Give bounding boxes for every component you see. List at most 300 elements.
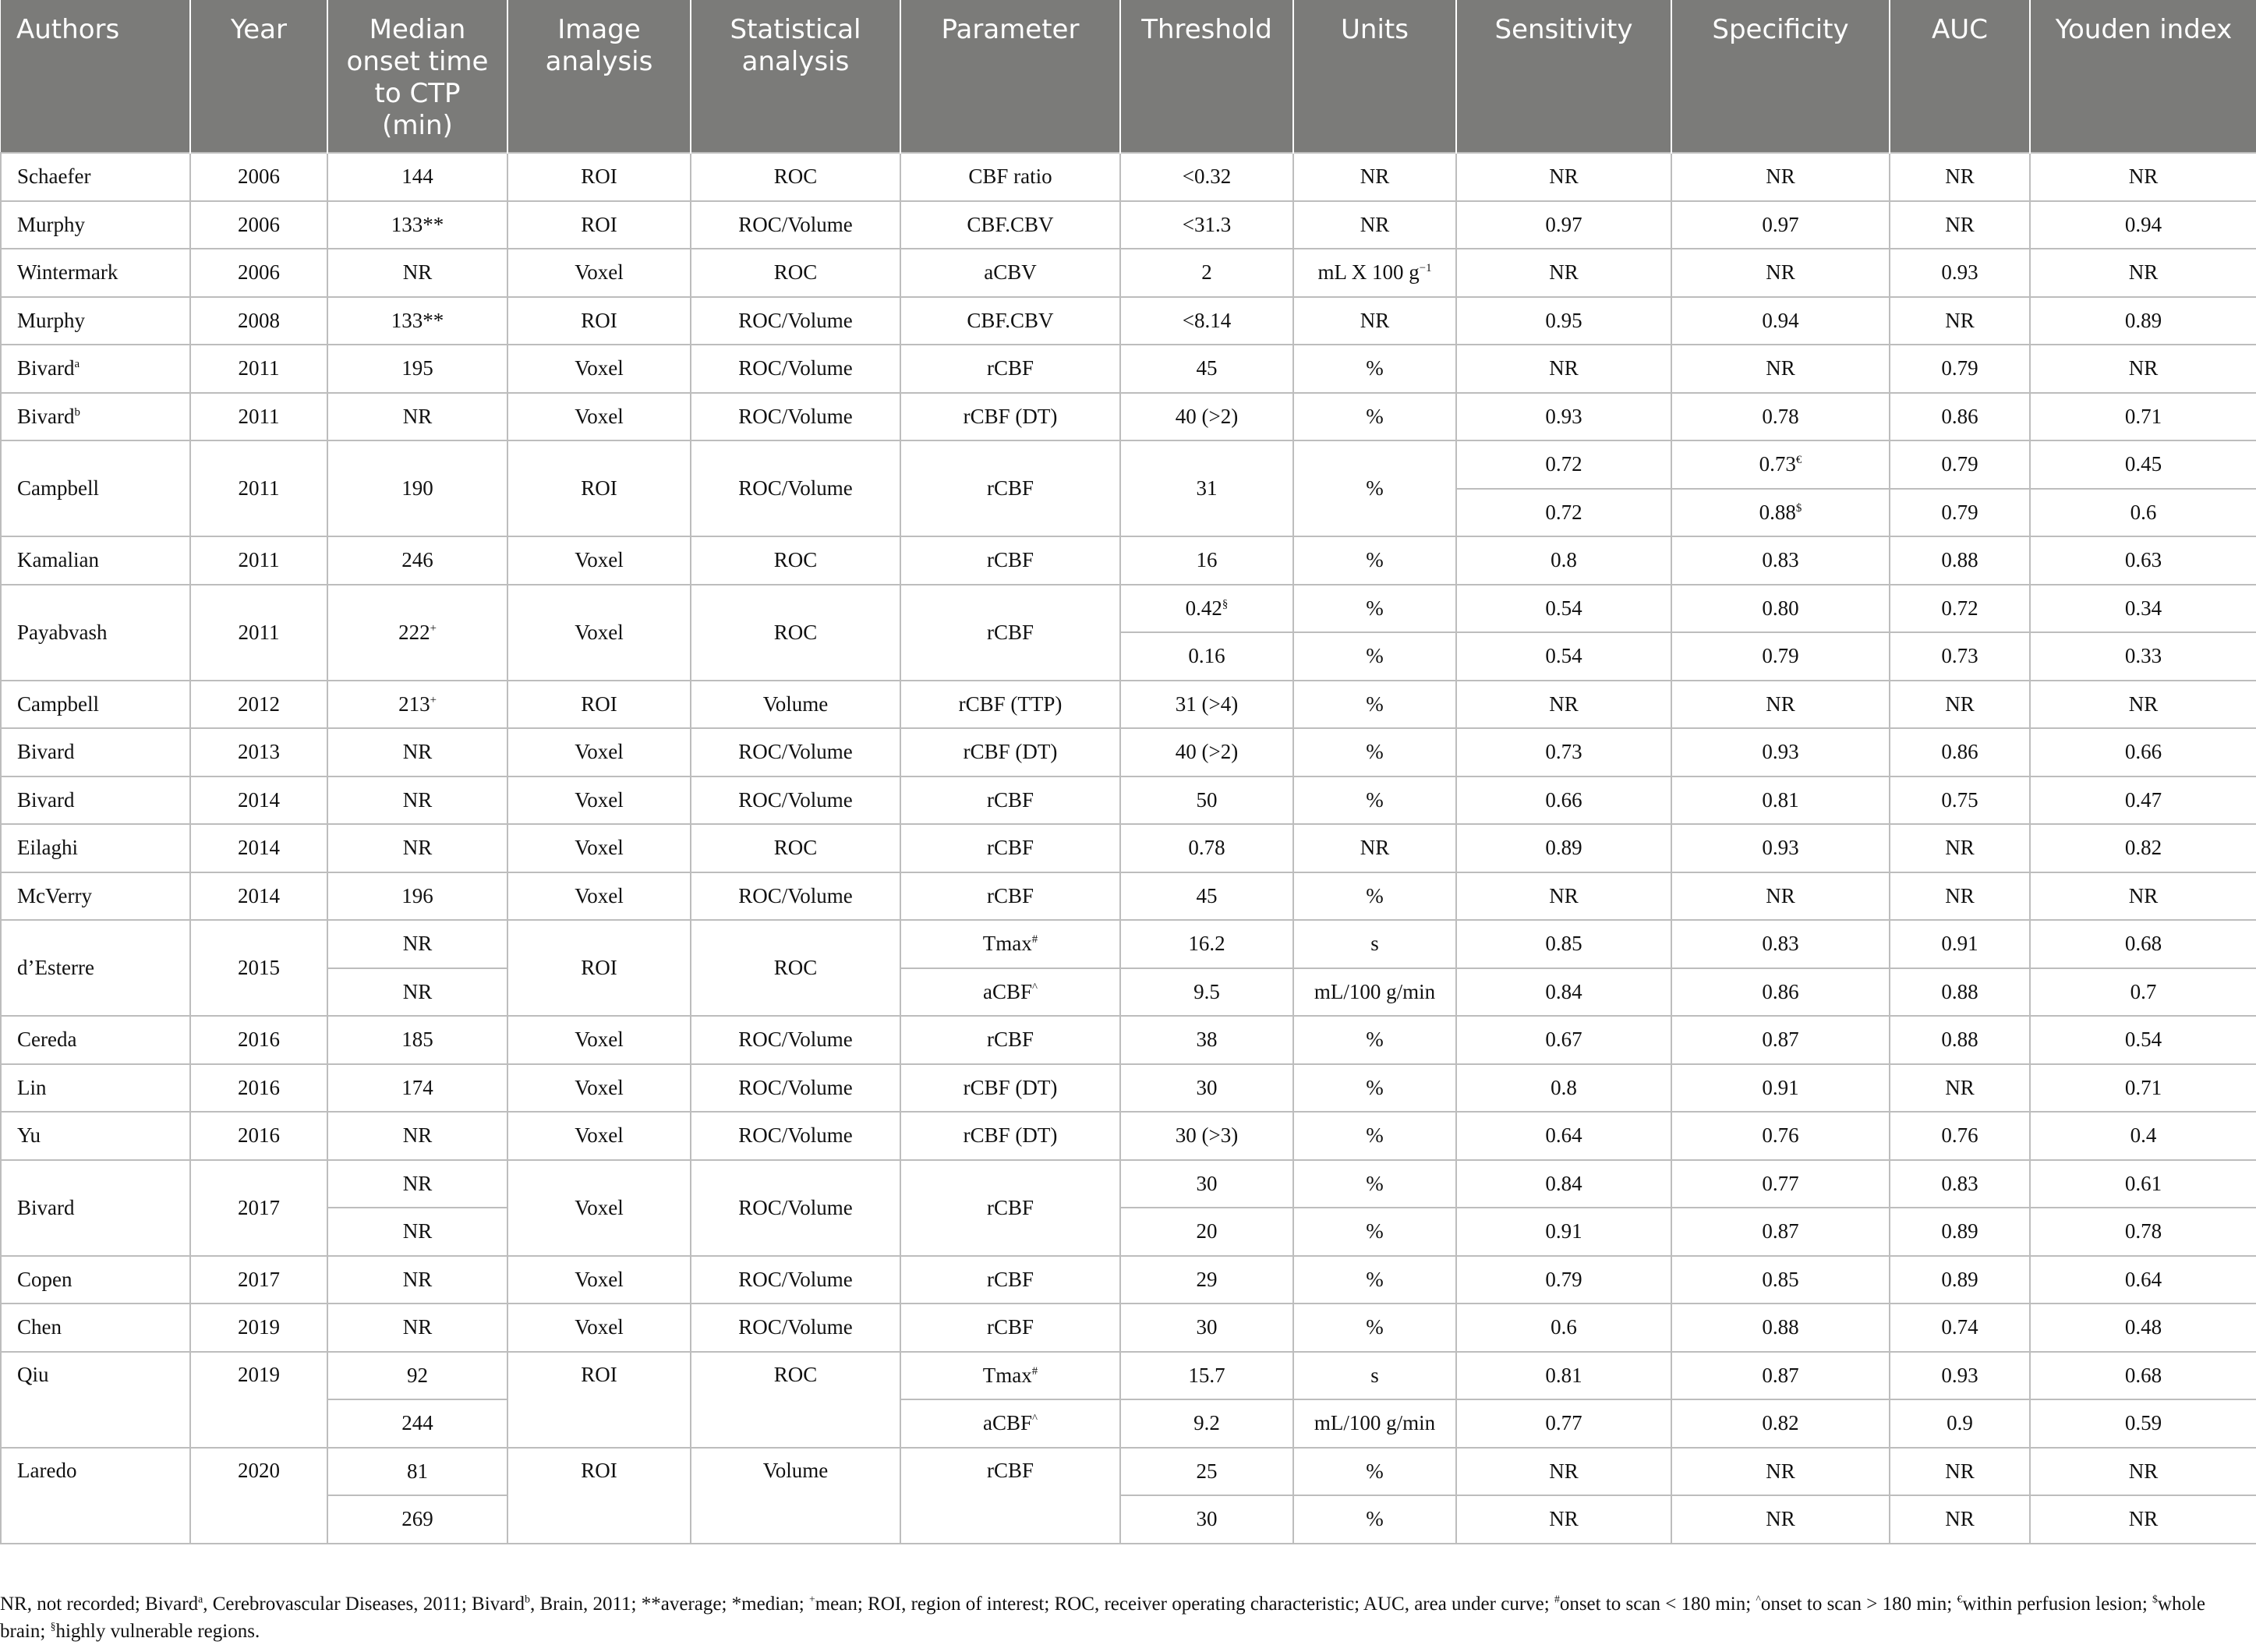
cell-sensitivity (1456, 1256, 1671, 1304)
cell-statistical-analysis (691, 1448, 900, 1544)
cell-sensitivity (1456, 1208, 1671, 1256)
cell-units (1293, 920, 1456, 968)
cell-auc-text: 0.74 (1941, 1315, 1978, 1339)
cell-author (1, 249, 190, 297)
cell-sensitivity-text: 0.73 (1545, 740, 1582, 764)
cell-auc (1890, 824, 2030, 872)
cell-parameter-text: rCBF (986, 620, 1034, 644)
header-units: Units (1293, 0, 1456, 153)
cell-specificity (1671, 536, 1890, 585)
cell-specificity (1671, 345, 1890, 393)
cell-auc (1890, 1399, 2030, 1448)
cell-specificity-text: 0.77 (1762, 1171, 1799, 1195)
cell-parameter-text: rCBF (DT) (963, 740, 1058, 764)
cell-onset-text: 190 (401, 476, 433, 500)
cell-specificity (1671, 681, 1890, 729)
cell-youden (2030, 776, 2256, 825)
cell-auc (1890, 440, 2030, 489)
cell-statistical-analysis-text: ROC/Volume (738, 1123, 853, 1148)
cell-threshold (1120, 1304, 1293, 1352)
cell-threshold-text: 31 (1196, 476, 1218, 500)
cell-auc (1890, 728, 2030, 776)
cell-image-analysis (507, 1112, 691, 1160)
cell-specificity-superscript: $ (1795, 501, 1802, 515)
cell-author (1, 393, 190, 441)
cell-year (190, 1016, 327, 1064)
cell-image-analysis-text: Voxel (575, 1195, 624, 1219)
cell-specificity (1671, 1448, 1890, 1496)
cell-image-analysis-text: ROI (581, 692, 617, 716)
cell-image-analysis-text: ROI (581, 308, 617, 332)
cell-specificity (1671, 201, 1890, 249)
cell-image-analysis (507, 440, 691, 536)
cell-image-analysis (507, 1256, 691, 1304)
header-specificity: Specificity (1671, 0, 1890, 153)
cell-sensitivity (1456, 1495, 1671, 1544)
cell-onset (327, 1016, 507, 1064)
cell-units-text: % (1366, 692, 1384, 716)
table-row (1, 297, 2256, 345)
cell-units-text: mL/100 g/min (1314, 979, 1436, 1003)
cell-statistical-analysis (691, 681, 900, 729)
cell-year-text: 2017 (238, 1267, 280, 1291)
cell-onset-text: 196 (401, 883, 433, 907)
cell-author-text: Bivard (17, 787, 75, 812)
cell-units-text: % (1366, 596, 1384, 620)
cell-units (1293, 1016, 1456, 1064)
cell-auc (1890, 920, 2030, 968)
cell-threshold-text: 30 (1196, 1315, 1218, 1339)
cell-parameter-text: rCBF (986, 1267, 1034, 1291)
cell-sensitivity (1456, 776, 1671, 825)
cell-author (1, 440, 190, 536)
cell-image-analysis-text: ROI (581, 476, 617, 500)
cell-youden (2030, 1448, 2256, 1496)
cell-auc-text: NR (1945, 308, 1975, 332)
cell-parameter (900, 776, 1120, 825)
cell-youden-text: 0.66 (2124, 740, 2162, 764)
cell-youden-text: 0.89 (2124, 308, 2162, 332)
cell-auc (1890, 1064, 2030, 1113)
cell-specificity (1671, 728, 1890, 776)
cell-author-text: Lin (17, 1075, 47, 1099)
cell-specificity-text: 0.93 (1762, 836, 1799, 860)
cell-onset-superscript: + (430, 621, 437, 635)
cell-author-text: Copen (17, 1267, 72, 1291)
cell-onset-text: 213 (398, 692, 430, 716)
cell-auc-text: 0.89 (1941, 1219, 1978, 1243)
cell-parameter (900, 153, 1120, 201)
cell-author (1, 201, 190, 249)
cell-threshold-text: 50 (1196, 787, 1218, 812)
cell-threshold (1120, 776, 1293, 825)
cell-statistical-analysis (691, 249, 900, 297)
cell-youden (2030, 1016, 2256, 1064)
table-row (1, 872, 2256, 921)
cell-author (1, 1448, 190, 1544)
cell-statistical-analysis (691, 440, 900, 536)
cell-year (190, 585, 327, 681)
cell-parameter (900, 1016, 1120, 1064)
cell-parameter-text: rCBF (986, 356, 1034, 380)
cell-year (190, 249, 327, 297)
cell-sensitivity-text: NR (1549, 356, 1579, 380)
cell-image-analysis-text: Voxel (575, 883, 624, 907)
cell-units-text: mL X 100 g (1317, 260, 1420, 285)
cell-specificity-text: NR (1766, 883, 1795, 907)
cell-units (1293, 1448, 1456, 1496)
cell-parameter (900, 1256, 1120, 1304)
cell-threshold (1120, 920, 1293, 968)
cell-auc (1890, 1208, 2030, 1256)
cell-threshold (1120, 1208, 1293, 1256)
cell-threshold-text: 2 (1201, 260, 1212, 285)
cell-youden (2030, 201, 2256, 249)
cell-parameter-text: CBF.CBV (967, 212, 1054, 236)
cell-parameter (900, 872, 1120, 921)
cell-sensitivity-text: NR (1549, 164, 1579, 189)
header-image-analysis: Image analysis (507, 0, 691, 153)
cell-parameter (900, 920, 1120, 968)
cell-youden (2030, 872, 2256, 921)
cell-parameter-text: rCBF (DT) (963, 1075, 1058, 1099)
cell-statistical-analysis (691, 824, 900, 872)
cell-specificity-text: 0.76 (1762, 1123, 1799, 1148)
table-row (1, 1399, 2256, 1448)
cell-onset (327, 1399, 507, 1448)
cell-image-analysis-text: ROI (581, 956, 617, 979)
cell-youden-text: NR (2128, 164, 2159, 189)
cell-author-text: McVerry (17, 883, 92, 907)
cell-image-analysis (507, 728, 691, 776)
cell-specificity (1671, 1304, 1890, 1352)
cell-auc (1890, 1352, 2030, 1400)
cell-statistical-analysis-text: ROC/Volume (738, 883, 853, 907)
footnote-superscript: ^ (1756, 1593, 1761, 1605)
table-row (1, 1495, 2256, 1544)
cell-statistical-analysis (691, 1256, 900, 1304)
cell-threshold-text: 30 (1196, 1171, 1218, 1195)
cell-year-text: 2017 (238, 1195, 280, 1219)
cell-statistical-analysis (691, 1064, 900, 1113)
cell-youden-text: NR (2128, 356, 2159, 380)
cell-threshold (1120, 1352, 1293, 1400)
cell-parameter-text: rCBF (DT) (963, 1123, 1058, 1148)
cell-year-text: 2014 (238, 883, 280, 907)
cell-threshold-text: 25 (1196, 1459, 1218, 1483)
cell-specificity-text: 0.88 (1762, 1315, 1799, 1339)
cell-author (1, 345, 190, 393)
cell-author-text: Qiu (17, 1362, 49, 1386)
cell-specificity-text: 0.80 (1762, 596, 1799, 620)
cell-statistical-analysis-text: ROC (773, 548, 818, 572)
cell-year-text: 2016 (238, 1075, 280, 1099)
cell-sensitivity-text: 0.89 (1545, 836, 1582, 860)
cell-youden-text: 0.7 (2130, 979, 2157, 1003)
cell-author (1, 153, 190, 201)
cell-specificity-text: 0.87 (1762, 1363, 1799, 1387)
cell-threshold-text: 20 (1196, 1219, 1218, 1243)
cell-sensitivity-text: 0.85 (1545, 932, 1582, 956)
cell-author (1, 536, 190, 585)
cell-image-analysis (507, 345, 691, 393)
cell-year (190, 153, 327, 201)
cell-image-analysis (507, 776, 691, 825)
cell-year (190, 1064, 327, 1113)
cell-threshold-text: <8.14 (1182, 308, 1232, 332)
cell-onset-text: 222 (398, 620, 430, 644)
cell-units (1293, 1208, 1456, 1256)
cell-image-analysis (507, 681, 691, 729)
cell-parameter (900, 201, 1120, 249)
cell-units (1293, 776, 1456, 825)
cell-youden-text: 0.61 (2124, 1171, 2162, 1195)
cell-author (1, 1112, 190, 1160)
cell-year (190, 872, 327, 921)
table-row (1, 1112, 2256, 1160)
cell-auc (1890, 1495, 2030, 1544)
cell-youden (2030, 345, 2256, 393)
cell-units-text: % (1366, 1028, 1384, 1052)
cell-youden-text: 0.63 (2124, 548, 2162, 572)
cell-sensitivity (1456, 153, 1671, 201)
cell-auc-text: 0.79 (1941, 452, 1978, 476)
table-row (1, 393, 2256, 441)
cell-auc (1890, 1256, 2030, 1304)
cell-sensitivity-text: 0.84 (1545, 979, 1582, 1003)
cell-sensitivity (1456, 249, 1671, 297)
cell-onset-text: 269 (401, 1507, 433, 1531)
cell-author (1, 872, 190, 921)
cell-year-text: 2016 (238, 1123, 280, 1148)
cell-sensitivity (1456, 201, 1671, 249)
cell-parameter-text: rCBF (DT) (963, 404, 1058, 428)
cell-specificity-text: 0.87 (1762, 1219, 1799, 1243)
cell-units-text: % (1366, 1267, 1384, 1291)
cell-threshold (1120, 393, 1293, 441)
cell-auc-text: 0.75 (1941, 787, 1978, 812)
cell-threshold-text: 16 (1196, 548, 1218, 572)
cell-auc-text: 0.93 (1941, 1363, 1978, 1387)
cell-sensitivity-text: 0.79 (1545, 1267, 1582, 1291)
footnote-superscript: # (1554, 1593, 1560, 1605)
table-row (1, 1160, 2256, 1208)
table-row (1, 681, 2256, 729)
cell-parameter-text: rCBF (986, 883, 1034, 907)
cell-sensitivity (1456, 536, 1671, 585)
cell-youden-text: NR (2128, 692, 2159, 716)
cell-onset-text: NR (402, 1267, 433, 1291)
cell-author (1, 1352, 190, 1448)
cell-image-analysis-text: Voxel (575, 1028, 624, 1052)
cell-sensitivity (1456, 297, 1671, 345)
cell-specificity (1671, 1112, 1890, 1160)
header-statistical-analysis: Statistical analysis (691, 0, 900, 153)
cell-author-text: Bivard (17, 1195, 75, 1219)
cell-specificity (1671, 1208, 1890, 1256)
cell-onset (327, 728, 507, 776)
cell-author-text: Campbell (17, 692, 99, 716)
cell-year (190, 345, 327, 393)
cell-youden-text: 0.6 (2130, 500, 2157, 524)
cell-auc (1890, 249, 2030, 297)
cell-sensitivity (1456, 1352, 1671, 1400)
cell-onset-text: NR (402, 404, 433, 428)
cell-threshold (1120, 968, 1293, 1017)
cell-parameter (900, 824, 1120, 872)
cell-specificity-text: 0.88 (1759, 500, 1796, 524)
cell-author (1, 1016, 190, 1064)
cell-threshold-text: 31 (>4) (1175, 692, 1239, 716)
cell-sensitivity-text: 0.77 (1545, 1411, 1582, 1435)
cell-youden (2030, 728, 2256, 776)
cell-image-analysis (507, 536, 691, 585)
cell-specificity (1671, 1016, 1890, 1064)
cell-specificity-text: NR (1766, 692, 1795, 716)
cell-auc (1890, 872, 2030, 921)
cell-author-text: Wintermark (17, 260, 118, 285)
cell-onset (327, 1208, 507, 1256)
cell-statistical-analysis (691, 1352, 900, 1448)
cell-parameter-text: aCBV (984, 260, 1037, 285)
cell-units (1293, 1064, 1456, 1113)
cell-youden-text: 0.68 (2124, 1363, 2162, 1387)
cell-statistical-analysis-text: ROC (773, 260, 818, 285)
cell-youden (2030, 489, 2256, 537)
cell-auc-text: 0.91 (1941, 932, 1978, 956)
cell-year (190, 728, 327, 776)
cell-specificity-text: 0.93 (1762, 740, 1799, 764)
cell-youden-text: 0.64 (2124, 1267, 2162, 1291)
cell-parameter (900, 345, 1120, 393)
table-row (1, 728, 2256, 776)
cell-author-text: d’Esterre (17, 956, 94, 979)
cell-units-text: % (1366, 404, 1384, 428)
cell-threshold-text: <31.3 (1182, 212, 1232, 236)
cell-threshold (1120, 1256, 1293, 1304)
cell-image-analysis (507, 1304, 691, 1352)
cell-onset-text: 133** (391, 308, 444, 332)
cell-youden (2030, 920, 2256, 968)
cell-specificity-text: 0.73 (1759, 452, 1796, 476)
cell-threshold-text: 9.5 (1193, 979, 1220, 1003)
cell-year (190, 824, 327, 872)
cell-image-analysis (507, 249, 691, 297)
cell-year (190, 201, 327, 249)
cell-auc (1890, 153, 2030, 201)
cell-auc (1890, 393, 2030, 441)
cell-statistical-analysis-text: ROC (773, 836, 818, 860)
cell-sensitivity-text: 0.72 (1545, 500, 1582, 524)
cell-youden (2030, 968, 2256, 1017)
footnote-superscript: € (1957, 1593, 1963, 1605)
cell-statistical-analysis (691, 585, 900, 681)
cell-specificity (1671, 1160, 1890, 1208)
cell-sensitivity (1456, 1064, 1671, 1113)
cell-units-text: NR (1360, 212, 1390, 236)
cell-author-text: Payabvash (17, 620, 108, 644)
cell-year-text: 2006 (238, 212, 280, 236)
table-row (1, 249, 2256, 297)
cell-image-analysis (507, 393, 691, 441)
cell-threshold-text: <0.32 (1182, 164, 1232, 189)
cell-parameter (900, 681, 1120, 729)
cell-auc-text: NR (1945, 164, 1975, 189)
cell-units-text: % (1366, 1123, 1384, 1148)
cell-specificity-text: 0.83 (1762, 932, 1799, 956)
cell-specificity (1671, 1399, 1890, 1448)
cell-youden-text: 0.78 (2124, 1219, 2162, 1243)
cell-sensitivity-text: NR (1549, 1507, 1579, 1531)
cell-onset (327, 536, 507, 585)
cell-author-text: Bivard (17, 404, 75, 428)
cell-image-analysis (507, 1352, 691, 1448)
cell-units (1293, 968, 1456, 1017)
cell-year (190, 440, 327, 536)
header-sensitivity: Sensitivity (1456, 0, 1671, 153)
cell-youden-text: 0.82 (2124, 836, 2162, 860)
footnote-superscript: § (50, 1620, 56, 1633)
cell-threshold (1120, 1160, 1293, 1208)
cell-specificity (1671, 489, 1890, 537)
table-row (1, 585, 2256, 633)
cell-year-text: 2013 (238, 740, 280, 764)
cell-auc-text: NR (1945, 212, 1975, 236)
cell-sensitivity (1456, 345, 1671, 393)
header-youden: Youden index (2030, 0, 2256, 153)
cell-auc-text: 0.86 (1941, 404, 1978, 428)
cell-specificity-text: NR (1766, 1459, 1795, 1483)
cell-threshold (1120, 440, 1293, 536)
cell-units-text: mL/100 g/min (1314, 1411, 1436, 1435)
cell-threshold-text: 0.42 (1185, 596, 1222, 620)
cell-sensitivity-text: NR (1549, 260, 1579, 285)
footnote-superscript: + (808, 1593, 815, 1605)
cell-units (1293, 297, 1456, 345)
cell-statistical-analysis-text: ROC/Volume (738, 1075, 853, 1099)
cell-year (190, 776, 327, 825)
cell-image-analysis (507, 153, 691, 201)
cell-units (1293, 1399, 1456, 1448)
cell-auc (1890, 345, 2030, 393)
cell-sensitivity (1456, 681, 1671, 729)
cell-sensitivity-text: 0.8 (1551, 548, 1577, 572)
cell-sensitivity-text: 0.54 (1545, 596, 1582, 620)
cell-parameter (900, 1352, 1120, 1400)
cell-onset (327, 440, 507, 536)
cell-sensitivity-text: 0.67 (1545, 1028, 1582, 1052)
cell-onset (327, 345, 507, 393)
cell-auc (1890, 681, 2030, 729)
table-row (1, 153, 2256, 201)
cell-youden-text: 0.71 (2124, 1075, 2162, 1099)
cell-year (190, 393, 327, 441)
cell-units-text: % (1366, 356, 1384, 380)
cell-author-text: Campbell (17, 476, 99, 500)
cell-onset-text: NR (402, 260, 433, 285)
cell-threshold-text: 30 (1196, 1075, 1218, 1099)
cell-statistical-analysis-text: ROC/Volume (738, 787, 853, 812)
cell-parameter-text: rCBF (986, 548, 1034, 572)
cell-auc (1890, 297, 2030, 345)
cell-year (190, 1352, 327, 1448)
cell-units (1293, 585, 1456, 633)
cell-sensitivity-text: NR (1549, 883, 1579, 907)
cell-youden-text: 0.45 (2124, 452, 2162, 476)
cell-onset-text: 144 (401, 164, 433, 189)
cell-onset-text: NR (402, 1123, 433, 1148)
cell-threshold-text: 0.16 (1188, 644, 1225, 668)
